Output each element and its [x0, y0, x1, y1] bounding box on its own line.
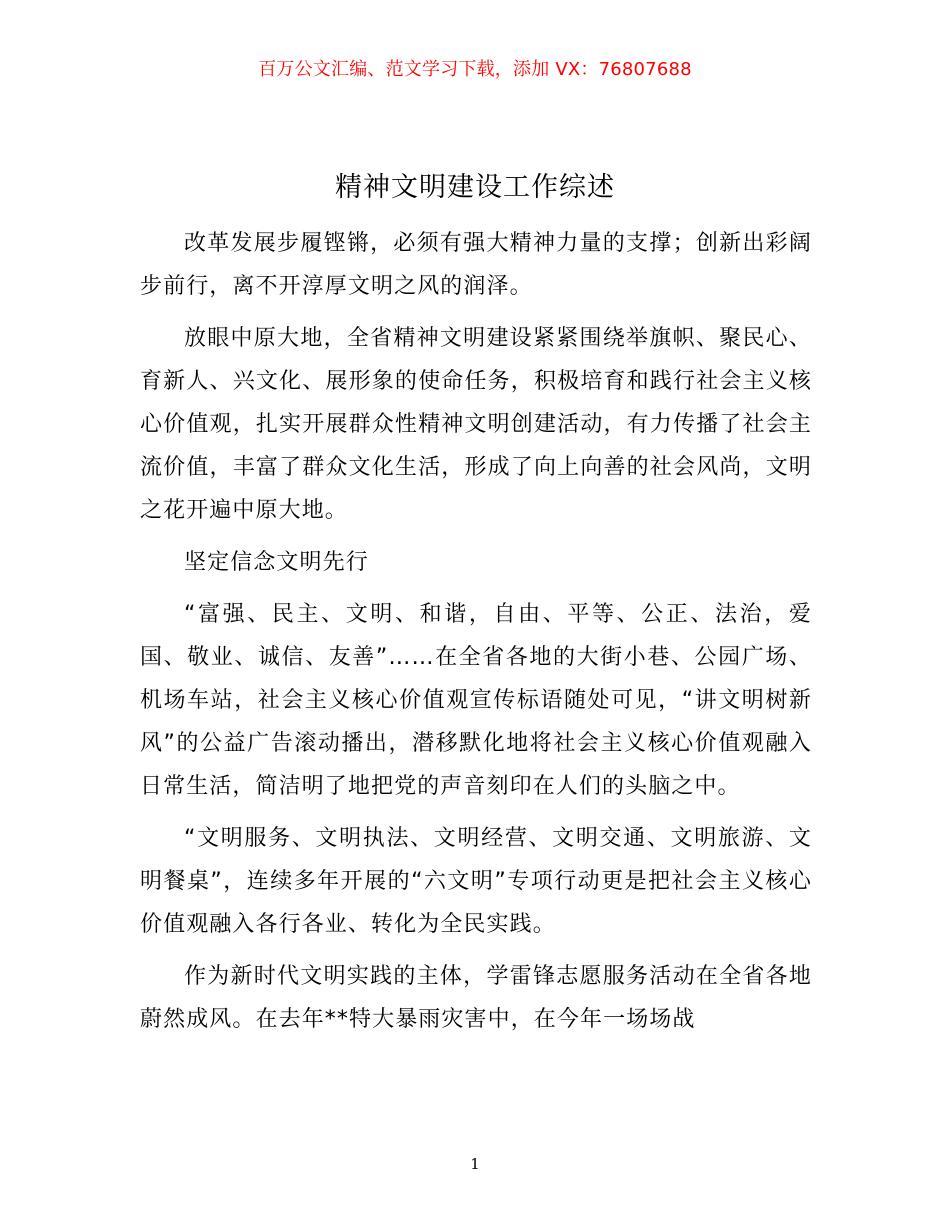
- paragraph-six-civilizations: “文明服务、文明执法、文明经营、文明交通、文明旅游、文明餐桌”，连续多年开展的“六文明”专项行动更是把社会主义核心价值观融入各行各业、转化为全民实践。: [140, 826, 812, 937]
- document-title: 精神文明建设工作综述: [335, 172, 615, 203]
- paragraph-overview: 放眼中原大地，全省精神文明建设紧紧围绕举旗帜、聚民心、育新人、兴文化、展形象的使命任务，积极培育和践行社会主义核心价值观，扎实开展群众性精神文明创建活动，有力传播了社会主流价值，丰富了群众文化生活，形成了向上向善的社会风尚，文明之花开遍中原大地。: [140, 326, 812, 523]
- paragraph-volunteer: 作为新时代文明实践的主体，学雷锋志愿服务活动在全省各地蔚然成风。在去年**特大暴雨灾害中，在今年一场场战: [140, 964, 812, 1032]
- page-number: 1: [470, 1155, 480, 1173]
- paragraph-core-values: “富强、民主、文明、和谐，自由、平等、公正、法治，爱国、敬业、诚信、友善”……在全省各地的大街小巷、公园广场、机场车站，社会主义核心价值观宣传标语随处可见，“讲文明树新风”的公益广告滚动播出，潜移默化地将社会主义核心价值观融入日常生活，简洁明了地把党的声音刻印在人们的头脑之中。: [140, 602, 812, 799]
- paragraph-intro: 改革发展步履铿锵，必须有强大精神力量的支撑；创新出彩阔步前行，离不开淳厚文明之风的润泽。: [140, 231, 812, 299]
- section-heading: 坚定信念文明先行: [184, 550, 369, 575]
- document-body: [140, 222, 812, 1050]
- header-banner: 百万公文汇编、范文学习下载，添加 VX：76807688: [258, 59, 692, 80]
